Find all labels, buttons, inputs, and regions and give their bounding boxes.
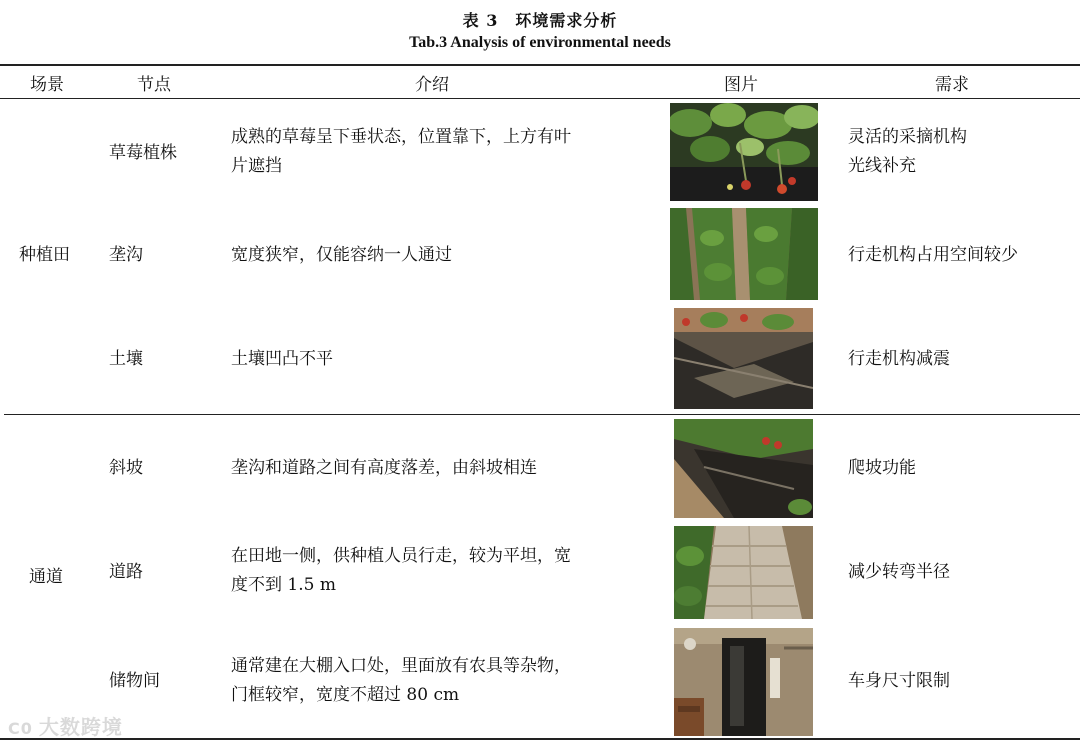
- intro-slope: [231, 454, 537, 483]
- need-storeroom: [848, 667, 950, 696]
- intro-road: [231, 542, 571, 600]
- node-road: 道路: [109, 562, 143, 582]
- need-line: 减少转弯半径: [848, 562, 950, 582]
- header-rule: [0, 98, 1080, 99]
- intro-furrow: [231, 241, 452, 270]
- need-line: 光线补充: [848, 156, 916, 176]
- node-slope: 斜坡: [109, 458, 143, 478]
- intro-line: 宽度狭窄，仅能容纳一人通过: [231, 245, 452, 265]
- storeroom-photo: [674, 628, 813, 736]
- intro-line: 门框较窄，宽度不超过 80 cm: [231, 685, 460, 705]
- intro-strawberry-plants: [231, 123, 571, 181]
- need-strawberry-plants: [848, 123, 967, 181]
- need-furrow: [848, 241, 1018, 270]
- soil-photo: [674, 308, 813, 409]
- intro-line: 在田地一侧，供种植人员行走，较为平坦，宽: [231, 546, 571, 566]
- need-soil: [848, 345, 950, 374]
- scene-label-planting-field: 种植田: [19, 245, 70, 265]
- intro-soil: [231, 345, 333, 374]
- node-storeroom: 储物间: [109, 671, 160, 691]
- bottom-rule: [0, 738, 1080, 740]
- slope-photo: [674, 419, 813, 518]
- road-photo: [674, 526, 813, 619]
- intro-line: 垄沟和道路之间有高度落差，由斜坡相连: [231, 458, 537, 478]
- group-divider-rule: [4, 414, 1080, 415]
- top-rule: [0, 64, 1080, 66]
- node-strawberry-plants: 草莓植株: [109, 143, 177, 163]
- need-road: [848, 558, 950, 587]
- need-line: 灵活的采摘机构: [848, 127, 967, 147]
- intro-storeroom: [231, 652, 571, 710]
- need-line: 车身尺寸限制: [848, 671, 950, 691]
- intro-line: 成熟的草莓呈下垂状态，位置靠下，上方有叶: [231, 127, 571, 147]
- header-intro: 介绍: [415, 75, 449, 95]
- need-line: 行走机构占用空间较少: [848, 245, 1018, 265]
- scene-label-passage: 通道: [29, 567, 63, 587]
- intro-line: 度不到 1.5 m: [231, 575, 336, 595]
- watermark-logo: C0: [8, 719, 33, 738]
- table-caption-en: Tab.3 Analysis of environmental needs: [409, 34, 671, 51]
- intro-line: 通常建在大棚入口处，里面放有农具等杂物，: [231, 656, 571, 676]
- intro-line: 土壤凹凸不平: [231, 349, 333, 369]
- node-furrow: 垄沟: [109, 245, 143, 265]
- watermark: [8, 711, 123, 740]
- need-slope: [848, 454, 916, 483]
- header-node: 节点: [137, 75, 171, 95]
- header-image: 图片: [724, 75, 758, 95]
- need-line: 行走机构减震: [848, 349, 950, 369]
- strawberry-plants-photo: [670, 103, 818, 201]
- header-need: 需求: [935, 75, 969, 95]
- table-caption-cn: 表 3 环境需求分析: [462, 11, 618, 30]
- need-line: 爬坡功能: [848, 458, 916, 478]
- intro-line: 片遮挡: [231, 156, 282, 176]
- furrow-photo: [670, 208, 818, 300]
- header-scene: 场景: [30, 75, 64, 95]
- node-soil: 土壤: [109, 349, 143, 369]
- watermark-text: 大数跨境: [38, 715, 123, 739]
